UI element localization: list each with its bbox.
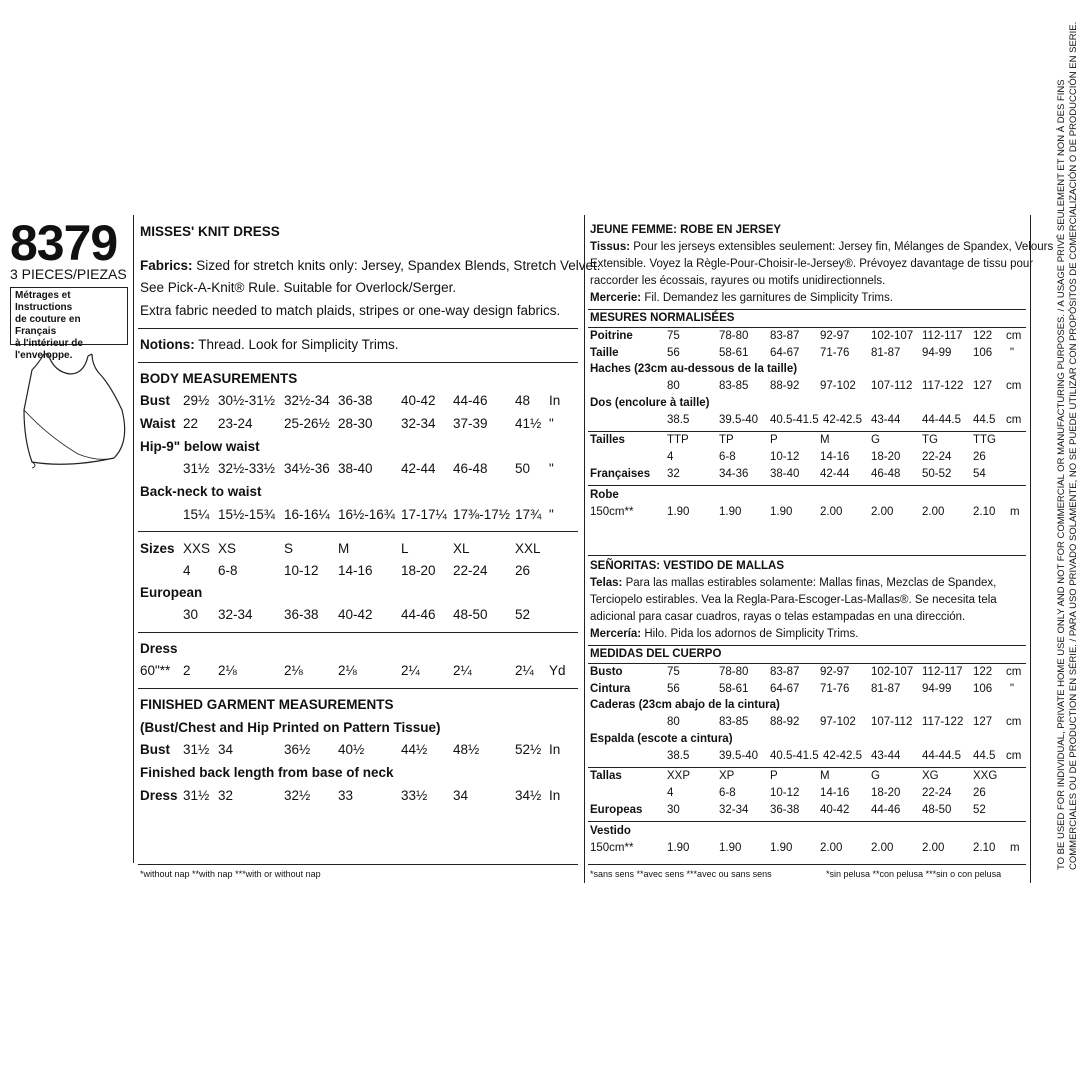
- taille-label: Taille: [590, 347, 619, 359]
- mercerie-label: Mercerie:: [590, 292, 642, 304]
- busto-value: 122: [973, 666, 993, 678]
- dos-value: 39.5-40: [719, 414, 759, 426]
- taille-letter: G: [871, 434, 880, 446]
- hip-label: Hip-9" below waist: [140, 439, 260, 454]
- haches-label: Haches (23cm au-dessous de la taille): [590, 363, 798, 375]
- telas-line: [590, 577, 996, 589]
- size-letter: XXL: [515, 541, 541, 556]
- hip-value: 34½-36: [284, 461, 330, 476]
- sizes-label: Sizes: [140, 541, 175, 556]
- divider: [588, 663, 1026, 664]
- taille-value: 56: [667, 347, 680, 359]
- busto-value: 112-117: [922, 666, 963, 678]
- poitrine-value: 92-97: [820, 330, 850, 342]
- european-size: 52: [515, 607, 531, 622]
- divider: [138, 632, 578, 633]
- hip-value: 46-48: [453, 461, 488, 476]
- fin-dress-value: 34½: [515, 788, 542, 803]
- fin-dress-unit: In: [549, 788, 561, 803]
- waist-value: 32-34: [401, 416, 436, 431]
- mercerie-line: [590, 292, 893, 304]
- tissu-line: [590, 241, 1053, 253]
- bust-label: Bust: [140, 393, 170, 408]
- francaise-size: 46-48: [871, 468, 901, 480]
- dos-value: 42-42.5: [823, 414, 863, 426]
- poitrine-value: 78-80: [719, 330, 749, 342]
- vestido-yardage: 1.90: [719, 842, 742, 854]
- divider: [588, 821, 1026, 822]
- divider: [138, 688, 578, 689]
- europea-size: 36-38: [770, 804, 800, 816]
- caderas-value: 97-102: [820, 716, 856, 728]
- size-letter: XL: [453, 541, 470, 556]
- caderas-unit: cm: [1006, 716, 1022, 728]
- haches-unit: cm: [1006, 380, 1022, 392]
- bust-unit: In: [549, 393, 561, 408]
- column-divider: [584, 215, 585, 883]
- note-line: à l'intérieur de: [15, 338, 83, 349]
- tissu-label: Tissus:: [590, 241, 631, 253]
- european-size: 48-50: [453, 607, 488, 622]
- haches-value: 80: [667, 380, 680, 392]
- taille-value: 81-87: [871, 347, 901, 359]
- francaises-label: Françaises: [590, 468, 651, 480]
- back-value: 17-17¼: [401, 507, 447, 522]
- robe-width: 150cm**: [590, 506, 634, 518]
- fabrics-text: Sized for stretch knits only: Jersey, Spandex Blends, Stretch Velvet.: [192, 258, 601, 273]
- robe-yardage: 1.90: [719, 506, 742, 518]
- robe-yardage: 2.00: [871, 506, 894, 518]
- divider: [588, 309, 1026, 310]
- dos-unit: cm: [1006, 414, 1022, 426]
- cintura-value: 56: [667, 683, 680, 695]
- back-value: 15½-15¾: [218, 507, 276, 522]
- espalda-value: 44.5: [973, 750, 996, 762]
- cintura-value: 81-87: [871, 683, 901, 695]
- cintura-unit: ": [1010, 683, 1015, 695]
- divider: [138, 864, 578, 865]
- busto-value: 83-87: [770, 666, 800, 678]
- vestido-yardage: 2.00: [871, 842, 894, 854]
- robe-label: Robe: [590, 489, 619, 501]
- fabrics-line-3: Extra fabric needed to match plaids, stripes or one-way design fabrics.: [140, 303, 561, 318]
- pieces-count: 3 PIECES/PIEZAS: [10, 266, 127, 282]
- robe-unit: m: [1010, 506, 1020, 518]
- europea-size: 30: [667, 804, 680, 816]
- caderas-value: 107-112: [871, 716, 913, 728]
- telas-label: Telas:: [590, 577, 623, 589]
- tissu-text: Pour les jerseys extensibles seulement: Jersey fin, Mélanges de Spandex, Velours: [630, 241, 1054, 253]
- french-title: JEUNE FEMME: ROBE EN JERSEY: [590, 224, 782, 236]
- taille-number: 26: [973, 451, 986, 463]
- taille-letter: TP: [719, 434, 734, 446]
- talla-letter: M: [820, 770, 830, 782]
- bust-value: 48: [515, 393, 531, 408]
- note-line: de couture en Français: [15, 314, 81, 337]
- poitrine-value: 112-117: [922, 330, 963, 342]
- dress-label: Dress: [140, 641, 178, 656]
- body-measurements-heading: BODY MEASUREMENTS: [140, 371, 298, 386]
- taille-value: 106: [973, 347, 993, 359]
- poitrine-label: Poitrine: [590, 330, 633, 342]
- caderas-label: Caderas (23cm abajo de la cintura): [590, 699, 780, 711]
- vestido-yardage: 1.90: [667, 842, 690, 854]
- francaise-size: 38-40: [770, 468, 800, 480]
- francaise-size: 54: [973, 468, 986, 480]
- taille-value: 58-61: [719, 347, 749, 359]
- fin-bust-value: 40½: [338, 742, 365, 757]
- dos-value: 43-44: [871, 414, 901, 426]
- robe-yardage: 2.00: [922, 506, 945, 518]
- cintura-label: Cintura: [590, 683, 631, 695]
- espalda-value: 39.5-40: [719, 750, 759, 762]
- haches-value: 88-92: [770, 380, 800, 392]
- notions-text: Thread. Look for Simplicity Trims.: [194, 337, 399, 352]
- francaise-size: 34-36: [719, 468, 749, 480]
- fin-bust-unit: In: [549, 742, 561, 757]
- poitrine-value: 75: [667, 330, 680, 342]
- cintura-value: 64-67: [770, 683, 800, 695]
- divider: [588, 645, 1026, 646]
- bust-value: 32½-34: [284, 393, 330, 408]
- usage-notice: [1056, 21, 1080, 870]
- vestido-unit: m: [1010, 842, 1020, 854]
- size-number: 26: [515, 563, 531, 578]
- french-instructions-note: [10, 287, 128, 361]
- divider: [588, 767, 1026, 768]
- talla-number: 22-24: [922, 787, 952, 799]
- talla-number: 18-20: [871, 787, 901, 799]
- dos-label: Dos (encolure à taille): [590, 397, 710, 409]
- divider: [138, 328, 578, 329]
- dress-yardage: 2¼: [515, 663, 534, 678]
- taille-letter: TG: [922, 434, 938, 446]
- waist-value: 37-39: [453, 416, 488, 431]
- fin-dress-value: 34: [453, 788, 469, 803]
- european-size: 44-46: [401, 607, 436, 622]
- taille-letter: TTG: [973, 434, 996, 446]
- european-label: European: [140, 585, 203, 600]
- notions-label: Notions:: [140, 337, 195, 352]
- size-letter: XS: [218, 541, 237, 556]
- hip-value: 42-44: [401, 461, 436, 476]
- taille-letter: M: [820, 434, 830, 446]
- busto-value: 75: [667, 666, 680, 678]
- fin-bust-value: 31½: [183, 742, 210, 757]
- waist-value: 41½: [515, 416, 542, 431]
- bust-value: 30½-31½: [218, 393, 276, 408]
- haches-value: 117-122: [922, 380, 964, 392]
- fin-dress-value: 32: [218, 788, 234, 803]
- fabrics-line-2: See Pick-A-Knit® Rule. Suitable for Overlock/Serger.: [140, 280, 457, 295]
- espalda-unit: cm: [1006, 750, 1022, 762]
- telas-line-2: Terciopelo estirables. Vea la Regla-Para-Escoger-Las-Mallas®. Se necesita tela: [590, 594, 997, 606]
- column-divider: [133, 215, 134, 863]
- talla-number: 4: [667, 787, 674, 799]
- haches-value: 127: [973, 380, 993, 392]
- busto-unit: cm: [1006, 666, 1022, 678]
- hip-value: 38-40: [338, 461, 373, 476]
- telas-text: Para las mallas estirables solamente: Mallas finas, Mezclas de Spandex,: [622, 577, 997, 589]
- finished-subheading: (Bust/Chest and Hip Printed on Pattern Tissue): [140, 720, 441, 735]
- fin-dress-value: 31½: [183, 788, 210, 803]
- size-number: 22-24: [453, 563, 488, 578]
- usage-notice-line: TO BE USED FOR INDIVIDUAL, PRIVATE HOME USE ONLY AND NOT FOR COMMERCIAL OR MANUFACTURING PURPOSES. / A USAGE PRIVÉ SEULEMENT ET NON À DES FINS: [1056, 79, 1067, 870]
- fin-bust-value: 44½: [401, 742, 428, 757]
- divider: [588, 431, 1026, 432]
- caderas-value: 83-85: [719, 716, 749, 728]
- dress-yardage: 2: [183, 663, 191, 678]
- waist-value: 22: [183, 416, 199, 431]
- poitrine-value: 122: [973, 330, 993, 342]
- dress-sketch-icon: [18, 350, 134, 470]
- talla-number: 6-8: [719, 787, 736, 799]
- mesures-heading: MESURES NORMALISÉES: [590, 312, 735, 324]
- fin-bust-value: 36½: [284, 742, 311, 757]
- size-number: 10-12: [284, 563, 319, 578]
- merceria-line: [590, 628, 858, 640]
- mercerie-text: Fil. Demandez les garnitures de Simplicity Trims.: [641, 292, 893, 304]
- european-size: 40-42: [338, 607, 373, 622]
- dos-value: 44-44.5: [922, 414, 962, 426]
- espalda-value: 38.5: [667, 750, 690, 762]
- french-footnote: *sans sens **avec sens ***avec ou sans sens: [590, 869, 772, 879]
- robe-yardage: 2.00: [820, 506, 843, 518]
- dos-value: 40.5-41.5: [770, 414, 819, 426]
- haches-value: 83-85: [719, 380, 749, 392]
- back-value: 17¾: [515, 507, 542, 522]
- waist-value: 25-26½: [284, 416, 330, 431]
- vestido-yardage: 2.00: [922, 842, 945, 854]
- bust-value: 44-46: [453, 393, 488, 408]
- europea-size: 48-50: [922, 804, 952, 816]
- european-size: 30: [183, 607, 199, 622]
- talla-letter: XP: [719, 770, 735, 782]
- fabrics-label: Fabrics:: [140, 258, 193, 273]
- back-length-label: Finished back length from base of neck: [140, 765, 394, 780]
- taille-number: 14-16: [820, 451, 850, 463]
- cintura-value: 71-76: [820, 683, 850, 695]
- vestido-width: 150cm**: [590, 842, 634, 854]
- column-divider: [1030, 215, 1031, 883]
- english-title: MISSES' KNIT DRESS: [140, 224, 280, 239]
- cintura-value: 106: [973, 683, 993, 695]
- bust-value: 36-38: [338, 393, 373, 408]
- size-letter: L: [401, 541, 409, 556]
- talla-number: 10-12: [770, 787, 800, 799]
- divider: [138, 531, 578, 532]
- tallas-label: Tallas: [590, 770, 622, 782]
- dress-unit: Yd: [549, 663, 566, 678]
- dos-value: 38.5: [667, 414, 690, 426]
- size-number: 14-16: [338, 563, 373, 578]
- caderas-value: 117-122: [922, 716, 964, 728]
- cintura-value: 58-61: [719, 683, 749, 695]
- europea-size: 32-34: [719, 804, 749, 816]
- taille-number: 4: [667, 451, 674, 463]
- espalda-value: 42-42.5: [823, 750, 863, 762]
- busto-label: Busto: [590, 666, 623, 678]
- tailles-label: Tailles: [590, 434, 625, 446]
- divider: [588, 327, 1026, 328]
- fin-dress-value: 32½: [284, 788, 311, 803]
- vestido-yardage: 2.00: [820, 842, 843, 854]
- european-size: 32-34: [218, 607, 253, 622]
- waist-value: 28-30: [338, 416, 373, 431]
- fin-dress-value: 33½: [401, 788, 428, 803]
- dress-yardage: 2¼: [401, 663, 420, 678]
- back-value: 15¼: [183, 507, 210, 522]
- merceria-text: Hilo. Pida los adornos de Simplicity Trims.: [641, 628, 859, 640]
- poitrine-value: 102-107: [871, 330, 914, 342]
- divider: [588, 864, 1026, 865]
- note-line: Métrages et Instructions: [15, 290, 73, 313]
- note-line: l'enveloppe.: [15, 350, 73, 361]
- robe-yardage: 2.10: [973, 506, 996, 518]
- caderas-value: 127: [973, 716, 993, 728]
- dress-yardage: 2⅛: [284, 663, 303, 678]
- waist-unit: ": [549, 416, 554, 431]
- section-divider: [588, 555, 1026, 556]
- fin-bust-value: 34: [218, 742, 234, 757]
- waist-label: Waist: [140, 416, 176, 431]
- bust-value: 40-42: [401, 393, 436, 408]
- poitrine-value: 83-87: [770, 330, 800, 342]
- talla-letter: G: [871, 770, 880, 782]
- robe-yardage: 1.90: [667, 506, 690, 518]
- pattern-number: 8379: [10, 215, 118, 271]
- back-unit: ": [549, 507, 554, 522]
- busto-value: 78-80: [719, 666, 749, 678]
- size-number: 18-20: [401, 563, 436, 578]
- talla-letter: XXG: [973, 770, 998, 782]
- back-value: 17⅜-17½: [453, 507, 511, 522]
- francaise-size: 42-44: [820, 468, 850, 480]
- fin-dress-label: Dress: [140, 788, 178, 803]
- dress-yardage: 2⅛: [338, 663, 357, 678]
- divider: [138, 362, 578, 363]
- size-letter: M: [338, 541, 350, 556]
- vestido-yardage: 1.90: [770, 842, 793, 854]
- taille-letter: P: [770, 434, 778, 446]
- fabrics-line: [140, 258, 600, 273]
- dress-yardage: 2⅛: [218, 663, 237, 678]
- espalda-value: 40.5-41.5: [770, 750, 819, 762]
- tissu-line-2: Extensible. Voyez la Règle-Pour-Choisir-le-Jersey®. Prévoyez davantage de tissu pour: [590, 258, 1034, 270]
- merceria-label: Mercería:: [590, 628, 642, 640]
- spanish-footnote: *sin pelusa **con pelusa ***sin o con pelusa: [826, 869, 1002, 879]
- talla-letter: XXP: [667, 770, 691, 782]
- busto-value: 92-97: [820, 666, 850, 678]
- tissu-line-3: raccorder les écossais, rayures ou motifs unidirectionnels.: [590, 275, 886, 287]
- english-footnote: *without nap **with nap ***with or without nap: [140, 869, 321, 879]
- vestido-yardage: 2.10: [973, 842, 996, 854]
- spanish-title: SEÑORITAS: VESTIDO DE MALLAS: [590, 560, 785, 572]
- europea-size: 40-42: [820, 804, 850, 816]
- size-number: 6-8: [218, 563, 238, 578]
- taille-number: 18-20: [871, 451, 901, 463]
- taille-value: 94-99: [922, 347, 952, 359]
- size-number: 4: [183, 563, 191, 578]
- espalda-value: 44-44.5: [922, 750, 962, 762]
- european-size: 36-38: [284, 607, 319, 622]
- taille-number: 10-12: [770, 451, 800, 463]
- europea-size: 52: [973, 804, 986, 816]
- telas-line-3: adicional para casar cuadros, rayas o telas estampadas en una dirección.: [590, 611, 966, 623]
- fin-bust-value: 48½: [453, 742, 480, 757]
- back-neck-label: Back-neck to waist: [140, 484, 262, 499]
- waist-value: 23-24: [218, 416, 253, 431]
- taille-value: 64-67: [770, 347, 800, 359]
- caderas-value: 88-92: [770, 716, 800, 728]
- divider: [588, 485, 1026, 486]
- taille-value: 71-76: [820, 347, 850, 359]
- haches-value: 107-112: [871, 380, 913, 392]
- hip-value: 31½: [183, 461, 210, 476]
- taille-number: 6-8: [719, 451, 736, 463]
- francaise-size: 32: [667, 468, 680, 480]
- espalda-label: Espalda (escote a cintura): [590, 733, 733, 745]
- vestido-label: Vestido: [590, 825, 631, 837]
- talla-number: 14-16: [820, 787, 850, 799]
- haches-value: 97-102: [820, 380, 856, 392]
- europeas-label: Europeas: [590, 804, 643, 816]
- dress-width: 60"**: [140, 663, 171, 678]
- dos-value: 44.5: [973, 414, 996, 426]
- fin-dress-value: 33: [338, 788, 354, 803]
- talla-number: 26: [973, 787, 986, 799]
- back-value: 16½-16¾: [338, 507, 396, 522]
- poitrine-unit: cm: [1006, 330, 1022, 342]
- robe-yardage: 1.90: [770, 506, 793, 518]
- taille-unit: ": [1010, 347, 1015, 359]
- bust-value: 29½: [183, 393, 210, 408]
- hip-unit: ": [549, 461, 554, 476]
- talla-letter: XG: [922, 770, 939, 782]
- caderas-value: 80: [667, 716, 680, 728]
- size-letter: XXS: [183, 541, 211, 556]
- fin-bust-value: 52½: [515, 742, 542, 757]
- dress-yardage: 2¼: [453, 663, 472, 678]
- cintura-value: 94-99: [922, 683, 952, 695]
- busto-value: 102-107: [871, 666, 914, 678]
- hip-value: 32½-33½: [218, 461, 276, 476]
- taille-letter: TTP: [667, 434, 689, 446]
- medidas-heading: MEDIDAS DEL CUERPO: [590, 648, 722, 660]
- taille-number: 22-24: [922, 451, 952, 463]
- talla-letter: P: [770, 770, 778, 782]
- europea-size: 44-46: [871, 804, 901, 816]
- back-value: 16-16¼: [284, 507, 330, 522]
- notions-line: [140, 337, 399, 352]
- espalda-value: 43-44: [871, 750, 901, 762]
- size-letter: S: [284, 541, 294, 556]
- hip-value: 50: [515, 461, 531, 476]
- francaise-size: 50-52: [922, 468, 952, 480]
- usage-notice-line: COMMERCIALES OU DE PRODUCTION EN SÉRIE. / PARA USO PRIVADO SOLAMENTE, NO SE PUEDE UTILIZAR CON PROPÓSITOS DE COMERCIALIZACIÓN O DE PRODUCCIÓN EN SERIE.: [1068, 21, 1079, 870]
- fin-bust-label: Bust: [140, 742, 170, 757]
- finished-heading: FINISHED GARMENT MEASUREMENTS: [140, 697, 394, 712]
